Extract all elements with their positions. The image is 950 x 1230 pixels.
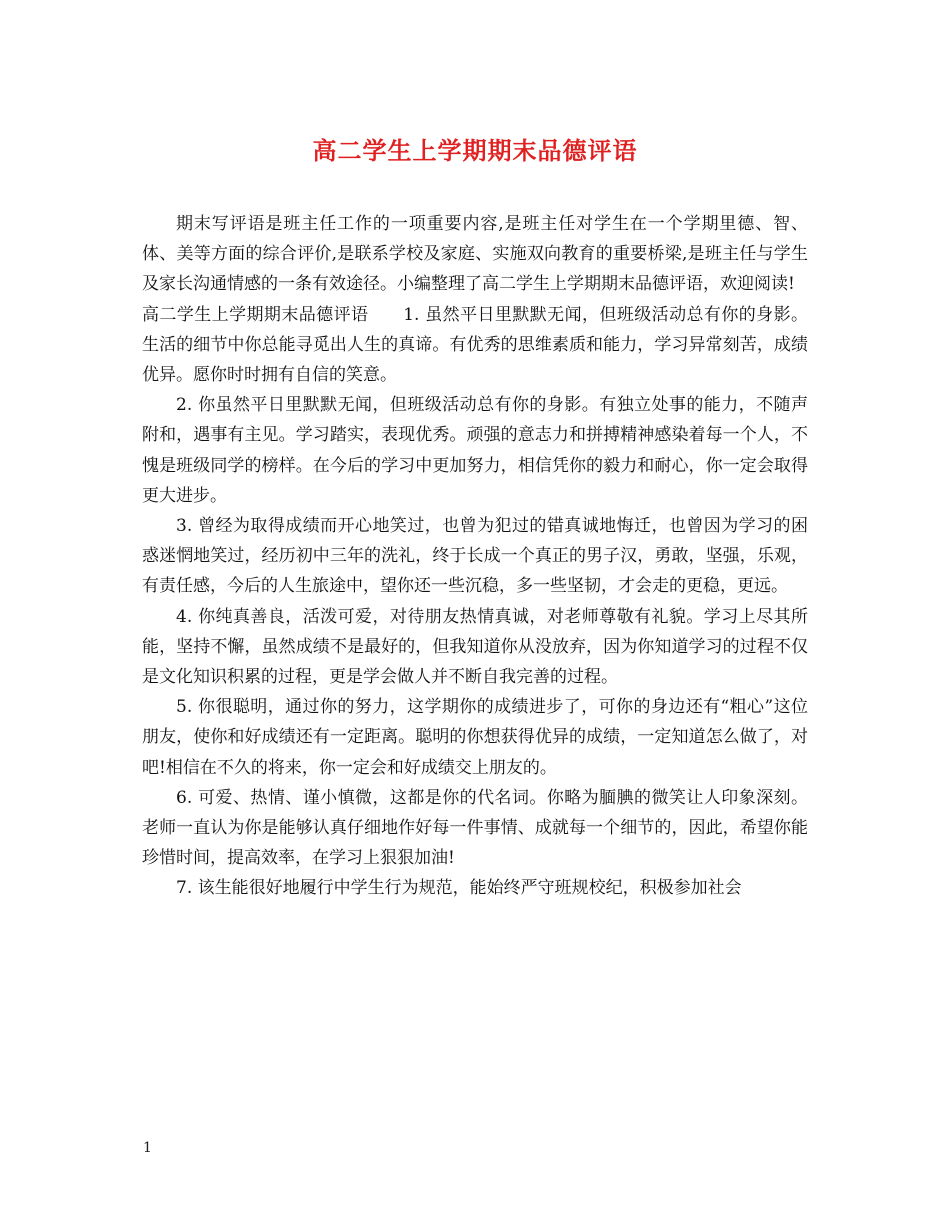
paragraph-6: 6. 可爱、热情、谨小慎微，这都是你的代名词。你略为腼腆的微笑让人印象深刻。老师一直认为你是能够认真仔细地作好每一件事情、成就每一个细节的，因此，希望你能珍惜时间，提高效率，在学习上狠狠加油! <box>142 787 808 869</box>
page-number: 1 <box>143 1140 152 1156</box>
paragraph-5: 5. 你很聪明，通过你的努力，这学期你的成绩进步了，可你的身边还有“粗心”这位朋友，使你和好成绩还有一定距离。聪明的你想获得优异的成绩，一定知道怎么做了，对吧!相信在不久的将来，你一定会和好成绩交上朋友的。 <box>142 697 808 778</box>
paragraph-intro: 期末写评语是班主任工作的一项重要内容,是班主任对学生在一个学期里德、智、体、美等方面的综合评价,是联系学校及家庭、实施双向教育的重要桥梁,是班主任与学生及家长沟通情感的一条有效途径。小编整理了高二学生上学期期末品德评语，欢迎阅读! <box>142 214 808 295</box>
paragraph-3: 3. 曾经为取得成绩而开心地笑过，也曾为犯过的错真诚地悔迁，也曾因为学习的困惑迷惘地笑过，经历初中三年的洗礼，终于长成一个真正的男子汉，勇敢，坚强，乐观，有责任感，今后的人生旅途中，望你还一些沉稳，多一些坚韧，才会走的更稳，更远。 <box>142 516 808 597</box>
paragraph-7: 7. 该生能很好地履行中学生行为规范，能始终严守班规校纪，积极参加社会 <box>176 878 742 899</box>
paragraph-4: 4. 你纯真善良，活泼可爱，对待朋友热情真诚，对老师尊敬有礼貌。学习上尽其所能，坚持不懈，虽然成绩不是最好的，但我知道你从没放弃，因为你知道学习的过程不仅是文化知识积累的过程，更是学会做人并不断自我完善的过程。 <box>142 606 808 688</box>
document-body <box>142 209 808 904</box>
paragraph-2: 2. 你虽然平日里默默无闻，但班级活动总有你的身影。有独立处事的能力，不随声附和，遇事有主见。学习踏实，表现优秀。顽强的意志力和拼搏精神感染着每一个人，不愧是班级同学的榜样。在今后的学习中更加努力，相信凭你的毅力和耐心，你一定会取得更大进步。 <box>142 395 808 506</box>
paragraph-1: 高二学生上学期期末品德评语 1. 虽然平日里默默无闻，但班级活动总有你的身影。生活的细节中你总能寻觅出人生的真谛。有优秀的思维素质和能力，学习异常刻苦，成绩优异。愿你时时拥有自信的笑意。 <box>142 304 808 386</box>
document-title: 高二学生上学期期末品德评语 <box>312 137 638 165</box>
